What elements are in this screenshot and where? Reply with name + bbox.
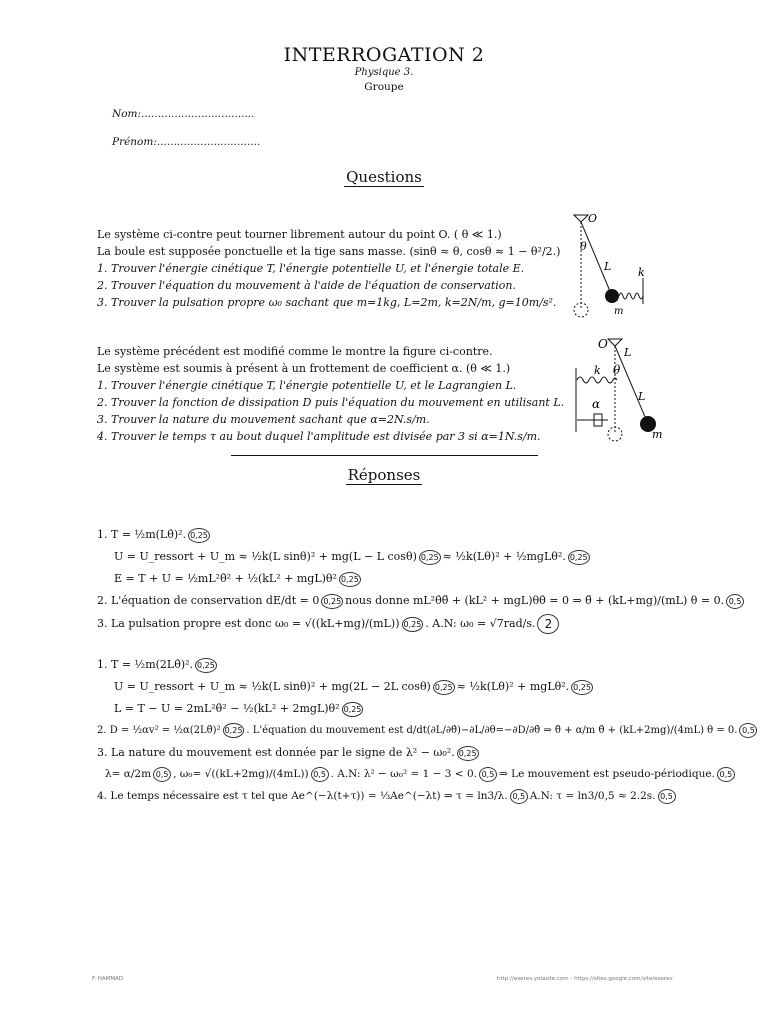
answer-line: 1. T = ½m(2Lθ̇)². 0,25 [97,658,215,671]
q2-line: 3. Trouver la nature du mouvement sachant que α=2N.s/m. [97,413,430,426]
q1-line: 1. Trouver l'énergie cinétique T, l'énergie potentielle U, et l'énergie totale E. [97,262,525,275]
answers-heading: Réponses [347,466,421,484]
answers-block-1 [97,526,746,636]
score-mark: 0,25 [457,746,479,761]
pivot-icon [608,339,622,346]
spring-icon [619,293,643,299]
score-mark: 0,5 [717,767,735,782]
q1-line: Le système ci-contre peut tourner librement autour du point O. ( θ ≪ 1.) [97,228,502,241]
q2-line: Le système précédent est modifié comme le montre la figure ci-contre. [97,345,493,358]
label-m: m [614,306,624,317]
score-mark: 0,25 [321,594,343,609]
score-mark: 0,5 [479,767,497,782]
page-subtitle: Physique 3. [354,67,414,78]
label-O: O [598,337,608,351]
label-L1: L [624,346,632,359]
pendulum-figure-2 [572,332,672,444]
answer-line: L = T − U = 2mL²θ̇² − ½(kL² + 2mgL)θ² 0,25 [114,702,362,715]
divider [231,455,538,456]
score-mark: 2 [537,614,559,634]
label-theta: θ [613,363,621,377]
answer-line: 4. Le temps nécessaire est τ tel que Ae^(−λ(t+τ)) = ⅓Ae^(−λt) ⇒ τ = ln3/λ. 0,5 A.N: τ = ln3/0,5 ≈ 2.2s. 0,5 [97,788,759,810]
q2-line: 1. Trouver l'énergie cinétique T, l'énergie potentielle U, et le Lagrangien L. [97,379,517,392]
label-m: m [652,428,663,441]
footer-author: F. HAMMAD [92,976,124,982]
q1-line: 3. Trouver la pulsation propre ω₀ sachant que m=1kg, L=2m, k=2N/m, g=10m/s². [97,296,557,309]
page-title: INTERROGATION 2 [283,44,485,66]
score-mark: 0,25 [419,550,441,565]
answer-line: 3. La nature du mouvement est donnée par le signe de λ² − ω₀². 0,25 [97,746,477,759]
answer-line: U = U_ressort + U_m ≈ ½k(L sinθ)² + mg(2L − 2L cosθ) 0,25 ≈ ½k(Lθ)² + mgLθ². 0,25 [114,680,591,693]
group-label: Groupe [364,81,404,93]
score-mark: 0,25 [339,572,361,587]
answer-line: E = T + U = ½mL²θ̇² + ½(kL² + mgL)θ² 0,25 [114,572,359,585]
q2-line: 4. Trouver le temps τ au bout duquel l'amplitude est divisée par 3 si α=1N.s/m. [97,430,541,443]
answer-line: 2. L'équation de conservation dE/dt = 0 0,25 nous donne mL²θ̇θ̈ + (kL² + mgL)θθ̇ = 0 ⇒ θ̈ + (kL+mg)/(mL) θ = 0. 0,5 [97,592,746,614]
score-mark: 0,25 [402,617,424,632]
answer-line: λ= α/2m 0,5 , ω₀= √((kL+2mg)/(4mL)) 0,5 . A.N: λ² − ω₀² = 1 − 3 < 0. 0,5 ⇒ Le mouvement est pseudo-périodique. 0,5 [97,766,759,788]
q2-line: Le système est soumis à présent à un frottement de coefficient α. (θ ≪ 1.) [97,362,511,375]
label-theta: θ [580,240,587,253]
score-mark: 0,5 [658,789,676,804]
pivot-icon [574,215,588,222]
answer-line: U = U_ressort + U_m ≈ ½k(L sinθ)² + mg(L − L cosθ) 0,25 ≈ ½k(Lθ)² + ½mgLθ². 0,25 [114,550,588,563]
label-L2: L [638,390,646,403]
mass-icon [605,289,619,303]
score-mark: 0,25 [568,550,590,565]
score-mark: 0,5 [510,789,528,804]
score-mark: 0,5 [739,723,757,738]
score-mark: 0,25 [433,680,455,695]
score-mark: 0,25 [571,680,593,695]
questions-heading: Questions [346,168,422,186]
score-mark: 0,25 [223,723,245,738]
answers-block-2 [97,656,759,810]
spring-icon [577,377,617,383]
q1-line: 2. Trouver l'équation du mouvement à l'aide de l'équation de conservation. [97,279,516,292]
q1-line: La boule est supposée ponctuelle et la tige sans masse. (sinθ ≈ θ, cosθ ≈ 1 − θ²/2.) [97,245,561,258]
score-mark: 0,25 [342,702,364,717]
answer-line: 1. T = ½m(Lθ̇)². 0,25 [97,528,208,541]
label-k: k [594,364,601,377]
label-alpha: α [592,397,601,411]
label-k: k [638,266,645,279]
question-block-2 [97,343,564,445]
score-mark: 0,25 [195,658,217,673]
footer-links[interactable]: http://exerev.yolasite.com - https://sites.google.com/site/exerev [497,976,673,982]
label-L: L [604,260,612,273]
score-mark: 0,5 [153,767,171,782]
question-block-1 [97,226,560,311]
label-O: O [588,212,598,225]
prenom-field: Prénom:............................... [112,136,261,148]
score-mark: 0,5 [726,594,744,609]
pendulum-figure-1 [566,210,658,322]
answer-line: 3. La pulsation propre est donc ω₀ = √((kL+mg)/(mL)) 0,25 . A.N: ω₀ = √7rad/s. 2 [97,614,746,636]
q2-line: 2. Trouver la fonction de dissipation D puis l'équation du mouvement en utilisant L. [97,396,565,409]
nom-field: Nom:.................................. [112,108,255,120]
score-mark: 0,25 [188,528,210,543]
score-mark: 0,5 [311,767,329,782]
answer-line: 2. D = ½αv² = ½α(2Lθ̇)² 0,25 . L'équation du mouvement est d/dt(∂L/∂θ̇)−∂L/∂θ=−∂D/∂θ̇ ⇒ θ̈ + α/m θ̇ + (kL+2mg)/(4mL) θ = 0. 0,5 [97,722,759,744]
